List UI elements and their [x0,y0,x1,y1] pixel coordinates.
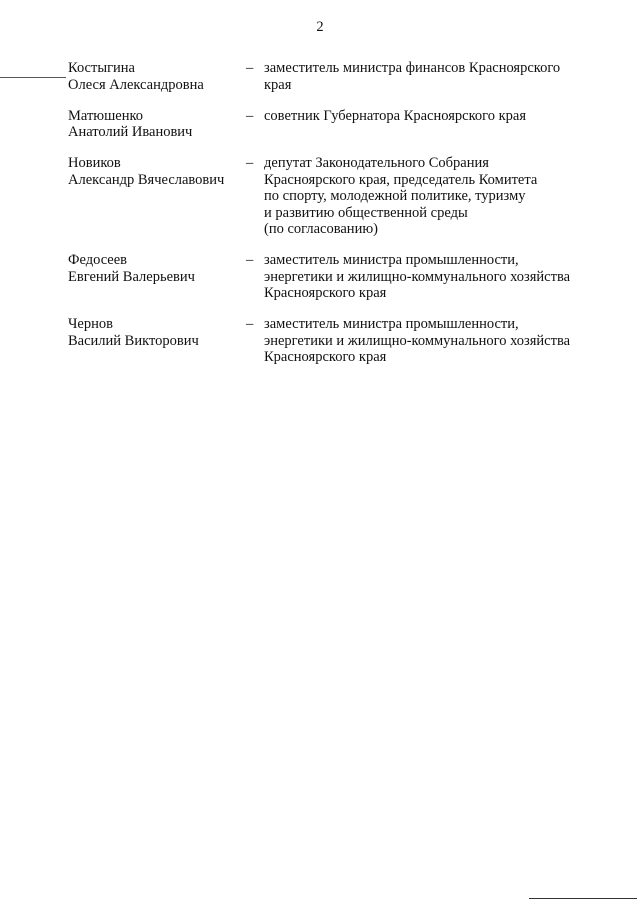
dash-separator: – [246,155,254,171]
member-name [68,155,248,188]
dash-separator: – [246,60,254,76]
position-line: (по согласованию) [264,221,378,237]
list-item [68,60,608,93]
position-line: советник Губернатора Красноярского края [264,107,526,124]
member-given-names: Александр Вячеславович [68,171,225,188]
member-position [264,155,608,238]
member-surname: Новиков [68,155,121,171]
scan-mark-bottom [529,898,637,899]
position-line: заместитель министра промышленности, [264,316,519,332]
dash-separator: – [246,107,254,124]
member-surname: Чернов [68,316,113,332]
member-given-names: Василий Викторович [68,332,199,349]
position-line-spacer [264,124,608,141]
position-line: Красноярского края [264,349,387,365]
position-line: Красноярского края [264,285,387,301]
member-position [264,252,608,302]
position-line: энергетики и жилищно-коммунального хозяйства [264,332,571,349]
position-line: заместитель министра промышленности, [264,252,519,268]
member-name [68,316,248,349]
dash-separator: – [246,316,254,332]
list-item [68,316,608,366]
list-item [68,108,608,141]
position-line: по спорту, молодежной политике, туризму [264,188,526,204]
member-list [68,60,608,366]
member-position [264,108,608,141]
member-surname: Матюшенко [68,107,144,124]
member-surname: Федосеев [68,252,128,268]
member-given-names: Евгений Валерьевич [68,268,195,285]
member-name [68,108,248,141]
member-given-names: Олеся Александровна [68,76,204,93]
position-line: депутат Законодательного Собрания [264,155,489,171]
position-line: и развитию общественной среды [264,204,468,221]
position-line: заместитель министра финансов Красноярского [264,60,561,76]
list-item [68,252,608,302]
position-line: края [264,76,292,93]
member-position [264,60,608,93]
list-item [68,155,608,238]
member-given-names: Анатолий Иванович [68,124,193,140]
member-name [68,252,248,285]
member-position [264,316,608,366]
member-name [68,60,248,93]
scan-mark-top [0,77,66,78]
dash-separator: – [246,252,254,268]
position-line: энергетики и жилищно-коммунального хозяйства [264,268,571,285]
position-line: Красноярского края, председатель Комитета [264,171,538,188]
page-number: 2 [316,19,324,35]
member-surname: Костыгина [68,60,135,76]
